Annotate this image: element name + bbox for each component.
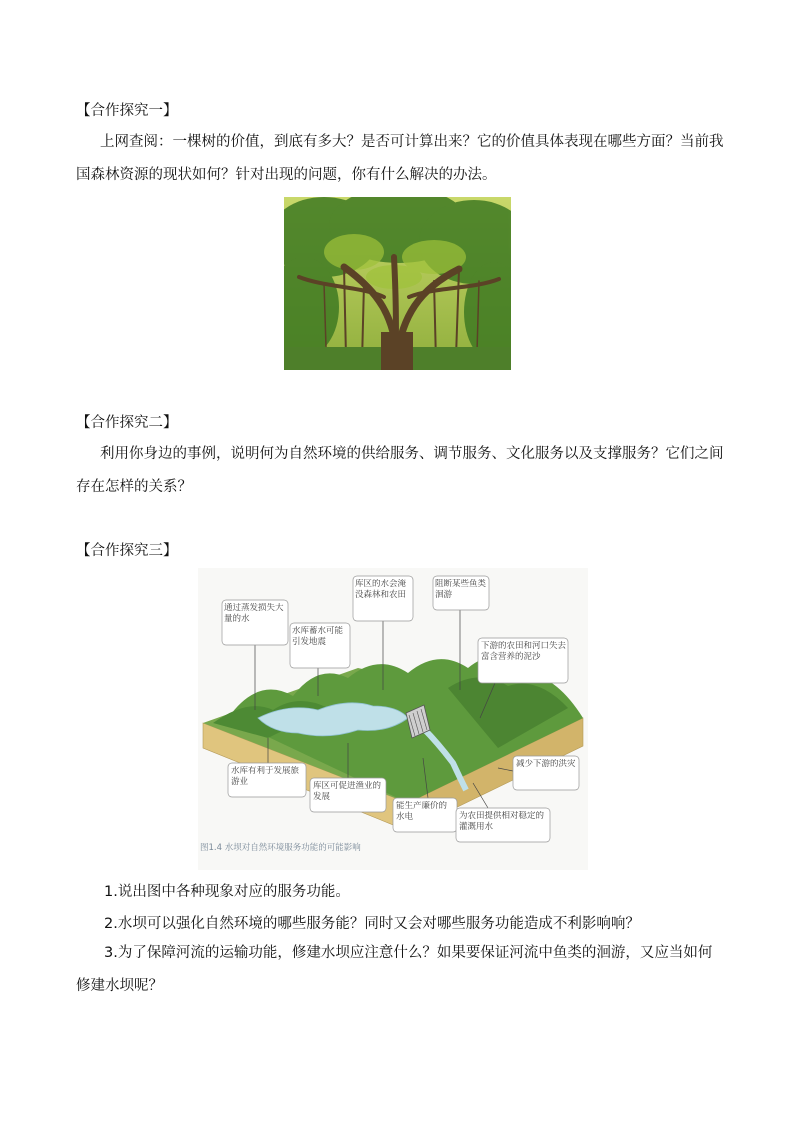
question-1: 1.说出图中各种现象对应的服务功能。 bbox=[104, 884, 350, 900]
callout-evaporation: 通过蒸发损失大量的水 bbox=[224, 603, 284, 624]
callout-irrigation: 为农田提供相对稳定的灌溉用水 bbox=[459, 811, 545, 832]
section-heading-1: 【合作探究一】 bbox=[76, 103, 178, 119]
callout-sediment-loss: 下游的农田和河口失去富含营养的泥沙 bbox=[481, 641, 566, 662]
section-heading-2: 【合作探究二】 bbox=[76, 415, 178, 431]
callout-flood-reduction: 减少下游的洪灾 bbox=[516, 759, 576, 769]
section-heading-3: 【合作探究三】 bbox=[76, 543, 178, 559]
callout-flooding: 库区的水会淹没森林和农田 bbox=[355, 579, 407, 600]
tree-photo bbox=[284, 197, 511, 370]
dam-impact-diagram bbox=[198, 568, 588, 870]
callout-tourism: 水库有利于发展旅游业 bbox=[231, 766, 300, 787]
callout-earthquake: 水库蓄水可能引发地震 bbox=[292, 626, 344, 647]
callout-hydropower: 能生产廉价的水电 bbox=[396, 801, 448, 822]
callout-fish-migration: 阻断某些鱼类洄游 bbox=[435, 579, 487, 600]
callout-fishery: 库区可促进渔业的发展 bbox=[313, 781, 382, 802]
question-3: 3.为了保障河流的运输功能，修建水坝应注意什么？如果要保证河流中鱼类的洄游，又应当如何修建水坝呢？ bbox=[76, 945, 713, 994]
section-paragraph-2: 利用你身边的事例，说明何为自然环境的供给服务、调节服务、文化服务以及支撑服务？它们之间存在怎样的关系？ bbox=[76, 446, 724, 495]
diagram-caption: 图1.4 水坝对自然环境服务功能的可能影响 bbox=[200, 843, 361, 853]
section-paragraph-1: 上网查阅：一棵树的价值，到底有多大？是否可计算出来？它的价值具体表现在哪些方面？当前我国森林资源的现状如何？针对出现的问题，你有什么解决的办法。 bbox=[76, 134, 724, 183]
question-2: 2.水坝可以强化自然环境的哪些服务能？同时又会对哪些服务功能造成不利影响响？ bbox=[104, 916, 640, 932]
